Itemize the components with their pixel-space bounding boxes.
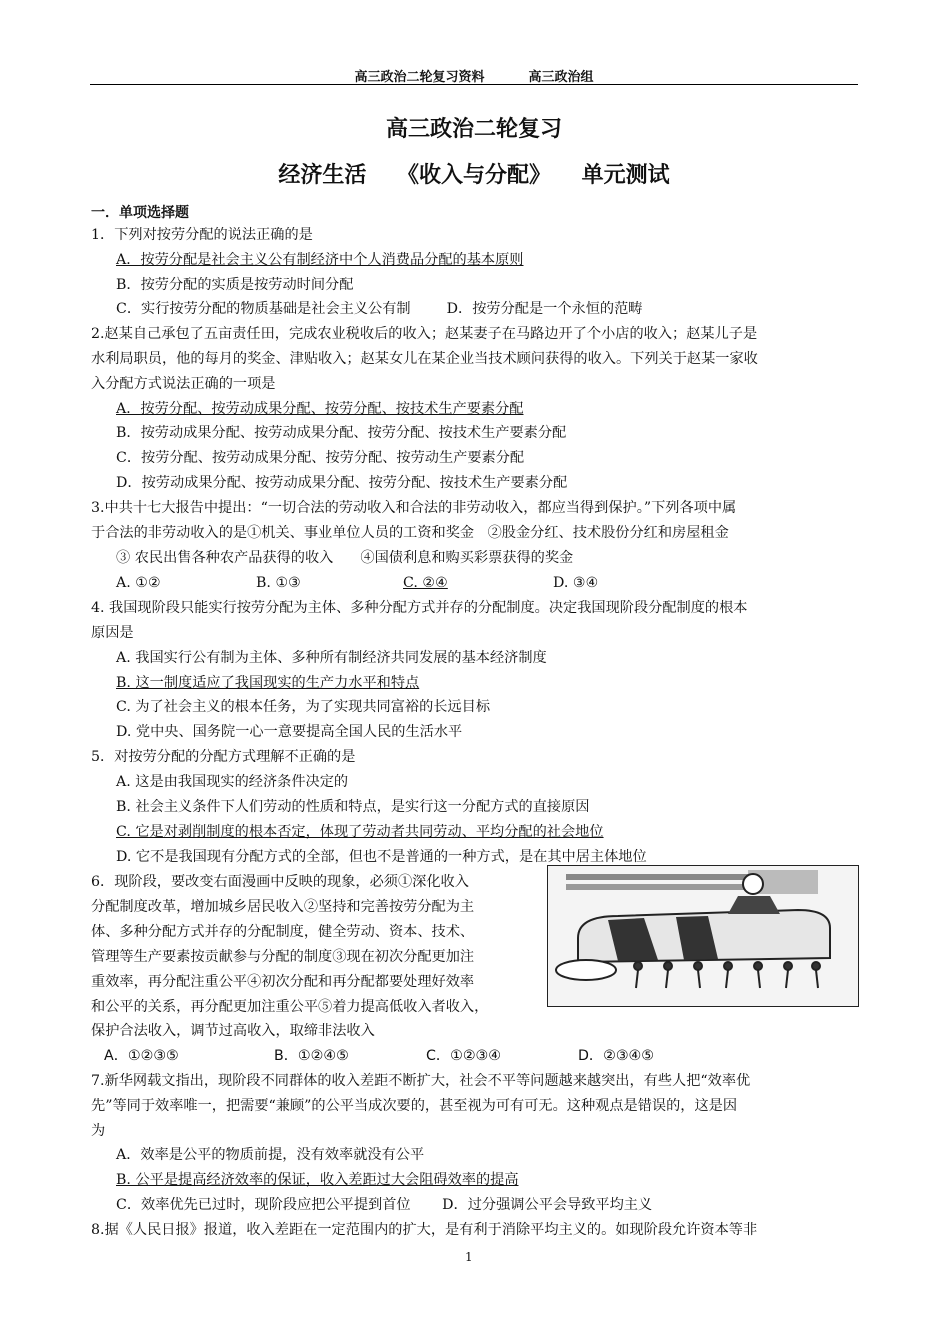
- q1-option-a: A．按劳分配是社会主义公有制经济中个人消费品分配的基本原则: [116, 252, 524, 268]
- q2-option-a: A．按劳分配、按劳动成果分配、按劳分配、按技术生产要素分配: [116, 401, 524, 417]
- q3-stem-1: 3.中共十七大报告中提出：“一切合法的劳动收入和合法的非劳动收入，都应当得到保护。”下列各项中属: [91, 500, 737, 516]
- q2-stem-1: 2.赵某自己承包了五亩责任田，完成农业税收后的收入；赵某妻子在马路边开了个小店的收入；赵某儿子是: [91, 326, 758, 342]
- q4-stem-1: 4. 我国现阶段只能实行按劳分配为主体、多种分配方式并存的分配制度。决定我国现阶段分配制度的根本: [91, 600, 748, 616]
- q6-stem-3: 体、多种分配方式并存的分配制度，健全劳动、资本、技术、: [91, 924, 475, 940]
- cartoon-image: [547, 865, 859, 1007]
- q1-stem: 1．下列对按劳分配的说法正确的是: [91, 227, 313, 243]
- q7-option-b: B. 公平是提高经济效率的保证，收入差距过大会阻碍效率的提高: [116, 1172, 519, 1188]
- q3-option-a: A. ①②: [116, 575, 161, 591]
- q6-stem-4: 管理等生产要素按贡献参与分配的制度③现在初次分配更加注: [91, 949, 475, 965]
- section-heading: 一．单项选择题: [91, 205, 189, 221]
- q4-stem-2: 原因是: [91, 625, 134, 641]
- q4-option-b: B. 这一制度适应了我国现实的生产力水平和特点: [116, 675, 420, 691]
- q6-stem-1: 6．现阶段，要改变右面漫画中反映的现象，必须①深化收入: [91, 874, 469, 890]
- cartoon-drawing: [548, 866, 858, 1006]
- q6-stem-5: 重效率，再分配注重公平④初次分配和再分配都要处理好效率: [91, 974, 475, 990]
- q6-stem-7: 保护合法收入，调节过高收入，取缔非法收入: [91, 1023, 375, 1039]
- q7-option-cd: C．效率优先已过时，现阶段应把公平提到首位 D．过分强调公平会导致平均主义: [116, 1197, 653, 1213]
- header-right: 高三政治组: [528, 70, 594, 85]
- page-subtitle: 经济生活 《收入与分配》 单元测试: [278, 163, 670, 188]
- q6-stem-2: 分配制度改革，增加城乡居民收入②坚持和完善按劳分配为主: [91, 899, 475, 915]
- q7-stem-2: 先”等同于效率唯一，把需要“兼顾”的公平当成次要的，甚至视为可有可无。这种观点是错误的，这是因: [91, 1098, 738, 1114]
- q2-stem-2: 水利局职员，他的每月的奖金、津贴收入；赵某女儿在某企业当技术顾问获得的收入。下列关于赵某一家收: [91, 351, 758, 367]
- q7-stem-3: 为: [91, 1123, 106, 1139]
- q6-option-c: C．①②③④: [426, 1048, 501, 1064]
- q5-option-a: A. 这是由我国现实的经济条件决定的: [116, 774, 349, 790]
- q7-option-a: A．效率是公平的物质前提，没有效率就没有公平: [116, 1147, 425, 1163]
- q6-option-d: D．②③④⑤: [578, 1048, 654, 1064]
- q1-option-cd: C．实行按劳分配的物质基础是社会主义公有制 D．按劳分配是一个永恒的范畴: [116, 301, 643, 317]
- page-number: 1: [465, 1250, 473, 1264]
- q4-option-a: A. 我国实行公有制为主体、多种所有制经济共同发展的基本经济制度: [116, 650, 547, 666]
- q3-option-d: D. ③④: [553, 575, 599, 591]
- q3-option-c: C. ②④: [403, 575, 448, 591]
- q6-options: [104, 1047, 654, 1065]
- page-title: 高三政治二轮复习: [385, 117, 562, 142]
- header-rule: [90, 84, 858, 85]
- q2-option-d: D．按劳动成果分配、按劳动成果分配、按劳分配、按技术生产要素分配: [116, 475, 568, 491]
- q5-option-b: B. 社会主义条件下人们劳动的性质和特点，是实行这一分配方式的直接原因: [116, 799, 590, 815]
- q1-option-b: B．按劳分配的实质是按劳动时间分配: [116, 277, 354, 293]
- q3-option-b: B. ①③: [256, 575, 301, 591]
- q2-stem-3: 入分配方式说法正确的一项是: [91, 376, 276, 392]
- q2-option-b: B．按劳动成果分配、按劳动成果分配、按劳分配、按技术生产要素分配: [116, 425, 567, 441]
- page-header: [90, 66, 858, 85]
- q5-option-d: D. 它不是我国现有分配方式的全部，但也不是普通的一种方式，是在其中居主体地位: [116, 849, 647, 865]
- q7-stem-1: 7.新华网载文指出，现阶段不同群体的收入差距不断扩大，社会不平等问题越来越突出，有些人把“效率优: [91, 1073, 751, 1089]
- q5-stem: 5．对按劳分配的分配方式理解不正确的是: [91, 749, 356, 765]
- q3-options: [116, 574, 598, 592]
- q2-option-c: C．按劳分配、按劳动成果分配、按劳分配、按劳动生产要素分配: [116, 450, 525, 466]
- header-left: 高三政治二轮复习资料: [354, 70, 485, 85]
- q4-option-d: D. 党中央、国务院一心一意要提高全国人民的生活水平: [116, 724, 463, 740]
- q6-option-b: B．①②④⑤: [274, 1048, 349, 1064]
- q3-stem-2: 于合法的非劳动收入的是①机关、事业单位人员的工资和奖金 ②股金分红、技术股份分红和房屋租金: [91, 525, 729, 541]
- q5-option-c: C. 它是对剥削制度的根本否定，体现了劳动者共同劳动、平均分配的社会地位: [116, 824, 604, 840]
- q6-stem-6: 和公平的关系，再分配更加注重公平⑤着力提高低收入者收入，: [91, 999, 489, 1015]
- q6-option-a: A．①②③⑤: [104, 1048, 179, 1064]
- q8-stem-1: 8.据《人民日报》报道，收入差距在一定范围内的扩大，是有利于消除平均主义的。如现阶段允许资本等非: [91, 1222, 758, 1238]
- q4-option-c: C. 为了社会主义的根本任务，为了实现共同富裕的长远目标: [116, 699, 491, 715]
- q3-stem-3: ③ 农民出售各种农产品获得的收入 ④国债利息和购买彩票获得的奖金: [116, 550, 574, 566]
